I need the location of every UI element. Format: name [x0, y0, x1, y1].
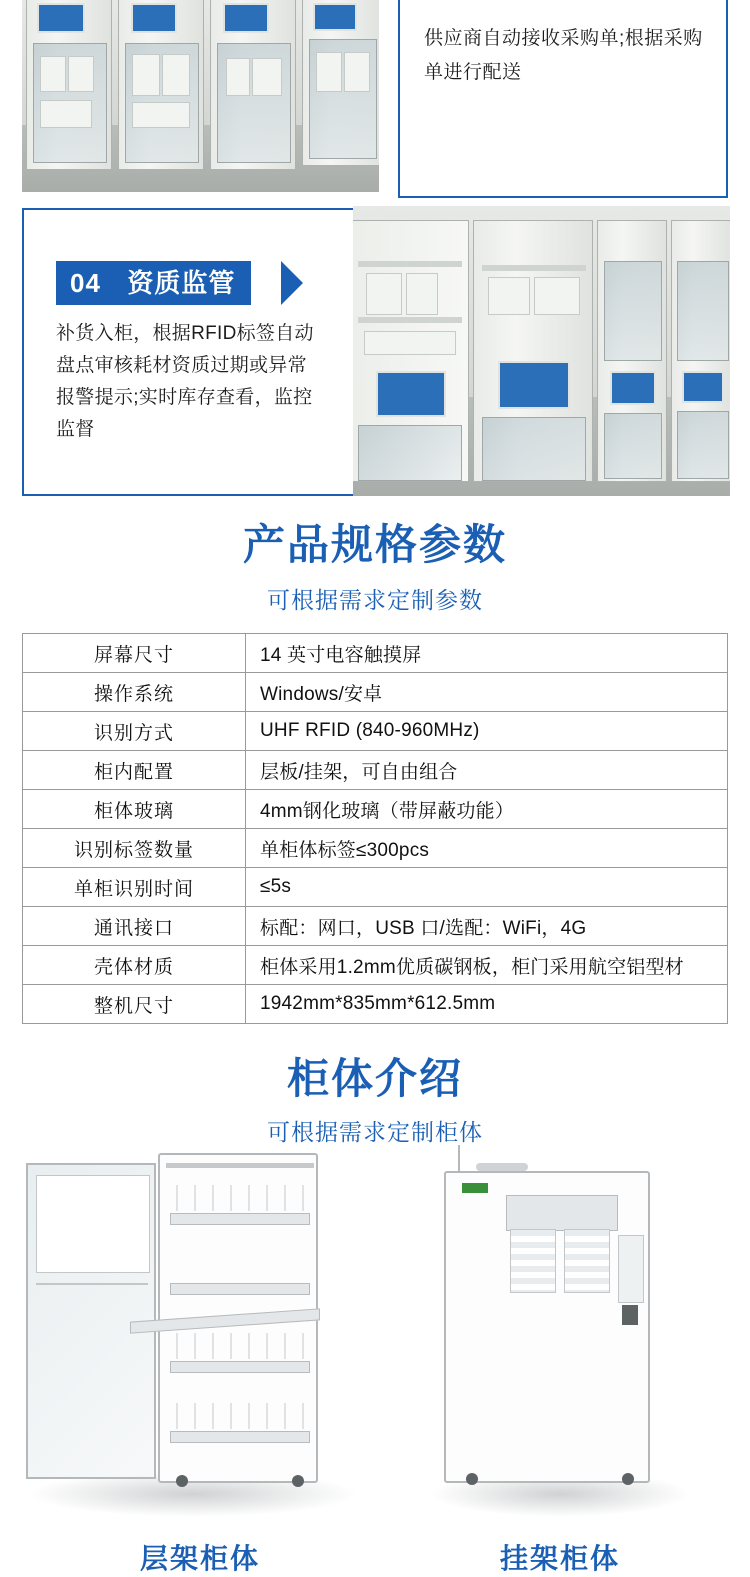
cabinet-unit [26, 0, 112, 170]
section-04-body: 补货入柜，根据RFID标签自动盘点审核耗材资质过期或异常报警提示;实时库存查看，监控监督 [56, 323, 314, 440]
cabinet-shelf-illustration [18, 1153, 358, 1523]
cabinet-glass-door [358, 425, 462, 481]
cabinet-unit [118, 0, 204, 170]
control-panel [618, 1235, 644, 1303]
status-badge [462, 1183, 488, 1193]
spec-key: 柜体玻璃 [23, 790, 246, 829]
spec-key: 单柜识别时间 [23, 868, 246, 907]
cabinet-body [444, 1171, 650, 1483]
spec-value: 1942mm*835mm*612.5mm [246, 985, 728, 1024]
table-row [23, 985, 728, 1024]
cabinet-images [0, 1153, 750, 1533]
cabinet-unit [210, 0, 296, 170]
cabinet-unit [597, 220, 667, 482]
cabinet-screen [223, 3, 269, 33]
cabinet-screen [313, 3, 357, 31]
cabinet-screen [131, 3, 177, 33]
spec-key: 操作系统 [23, 673, 246, 712]
cabinet-caster [622, 1473, 634, 1485]
spec-subtitle: 可根据需求定制参数 [267, 587, 483, 613]
cabinet-glass-door [482, 417, 586, 481]
table-row [23, 634, 728, 673]
cabinet-screen [610, 371, 656, 405]
cabinet-screen [376, 371, 446, 417]
cabinet-screen [37, 3, 85, 33]
spec-title: 产品规格参数 [242, 521, 507, 568]
table-row [23, 673, 728, 712]
handle-icon [476, 1163, 528, 1171]
photo-cabinet-array [22, 0, 379, 192]
spec-key: 通讯接口 [23, 907, 246, 946]
lock-icon [622, 1305, 638, 1325]
cabinet-glass-door [309, 39, 377, 159]
section-04-badge [56, 261, 251, 305]
table-row [23, 829, 728, 868]
cabinet-glass-door [677, 411, 729, 479]
cabinet-caster [292, 1475, 304, 1487]
photo-hospital-cabinets [353, 206, 730, 496]
cabinet-glass-door [677, 261, 729, 361]
table-row [23, 946, 728, 985]
cabinet-glass-door [125, 43, 199, 163]
cabinet-glass-door [604, 261, 662, 361]
cabinet-captions [0, 1537, 750, 1577]
spec-value: 4mm钢化玻璃（带屏蔽功能） [246, 790, 728, 829]
spec-value: ≤5s [246, 868, 728, 907]
spec-table [22, 633, 728, 1024]
cabinet-screen [682, 371, 724, 403]
spec-value: UHF RFID (840-960MHz) [246, 712, 728, 751]
cabinet-caster [466, 1473, 478, 1485]
spec-key: 柜内配置 [23, 751, 246, 790]
antenna-icon [458, 1145, 460, 1171]
cabinet-right-caption: 挂架柜体 [499, 1543, 620, 1574]
badge-arrow-icon [281, 261, 303, 305]
hanging-rack [510, 1229, 556, 1293]
spec-key: 识别方式 [23, 712, 246, 751]
cabinet-glass-door [604, 413, 662, 479]
hanging-rack [564, 1229, 610, 1293]
cabinet-shelf [170, 1361, 310, 1373]
cabinet-unit [473, 220, 593, 482]
spec-value: 标配：网口，USB 口/选配：WiFi，4G [246, 907, 728, 946]
spec-key: 识别标签数量 [23, 829, 246, 868]
cabinet-title: 柜体介绍 [286, 1055, 463, 1102]
spec-value: 14 英寸电容触摸屏 [246, 634, 728, 673]
cabinet-unit [353, 220, 469, 482]
cabinet-shelf [170, 1431, 310, 1443]
cabinet-shelf [170, 1213, 310, 1225]
table-row [23, 751, 728, 790]
spec-key: 壳体材质 [23, 946, 246, 985]
cabinet-caster [176, 1475, 188, 1487]
spec-key: 屏幕尺寸 [23, 634, 246, 673]
spec-value: 层板/挂架，可自由组合 [246, 751, 728, 790]
section-04-number: 04 [70, 268, 101, 298]
section-04-qualification [0, 208, 750, 496]
cabinet-screen [498, 361, 570, 409]
callout-supplier-order [398, 0, 728, 198]
table-row [23, 712, 728, 751]
cabinet-subtitle: 可根据需求定制柜体 [267, 1119, 483, 1145]
spec-value: Windows/安卓 [246, 673, 728, 712]
cabinet-left-caption: 层架柜体 [139, 1543, 260, 1574]
spec-value: 单柜体标签≤300pcs [246, 829, 728, 868]
spec-value: 柜体采用1.2mm优质碳钢板，柜门采用航空铝型材 [246, 946, 728, 985]
top-section [0, 0, 750, 196]
cabinet-unit [302, 0, 379, 166]
cabinet-glass-door [217, 43, 291, 163]
spec-key: 整机尺寸 [23, 985, 246, 1024]
table-row [23, 790, 728, 829]
cabinet-hanger-illustration [430, 1153, 700, 1523]
table-row [23, 868, 728, 907]
section-04-title: 资质监管 [127, 268, 236, 298]
callout-text: 供应商自动接收采购单;根据采购单进行配送 [424, 28, 703, 83]
cabinet-shelf [170, 1283, 310, 1295]
cabinet-unit [671, 220, 730, 482]
table-row [23, 907, 728, 946]
cabinet-glass-door [33, 43, 107, 163]
